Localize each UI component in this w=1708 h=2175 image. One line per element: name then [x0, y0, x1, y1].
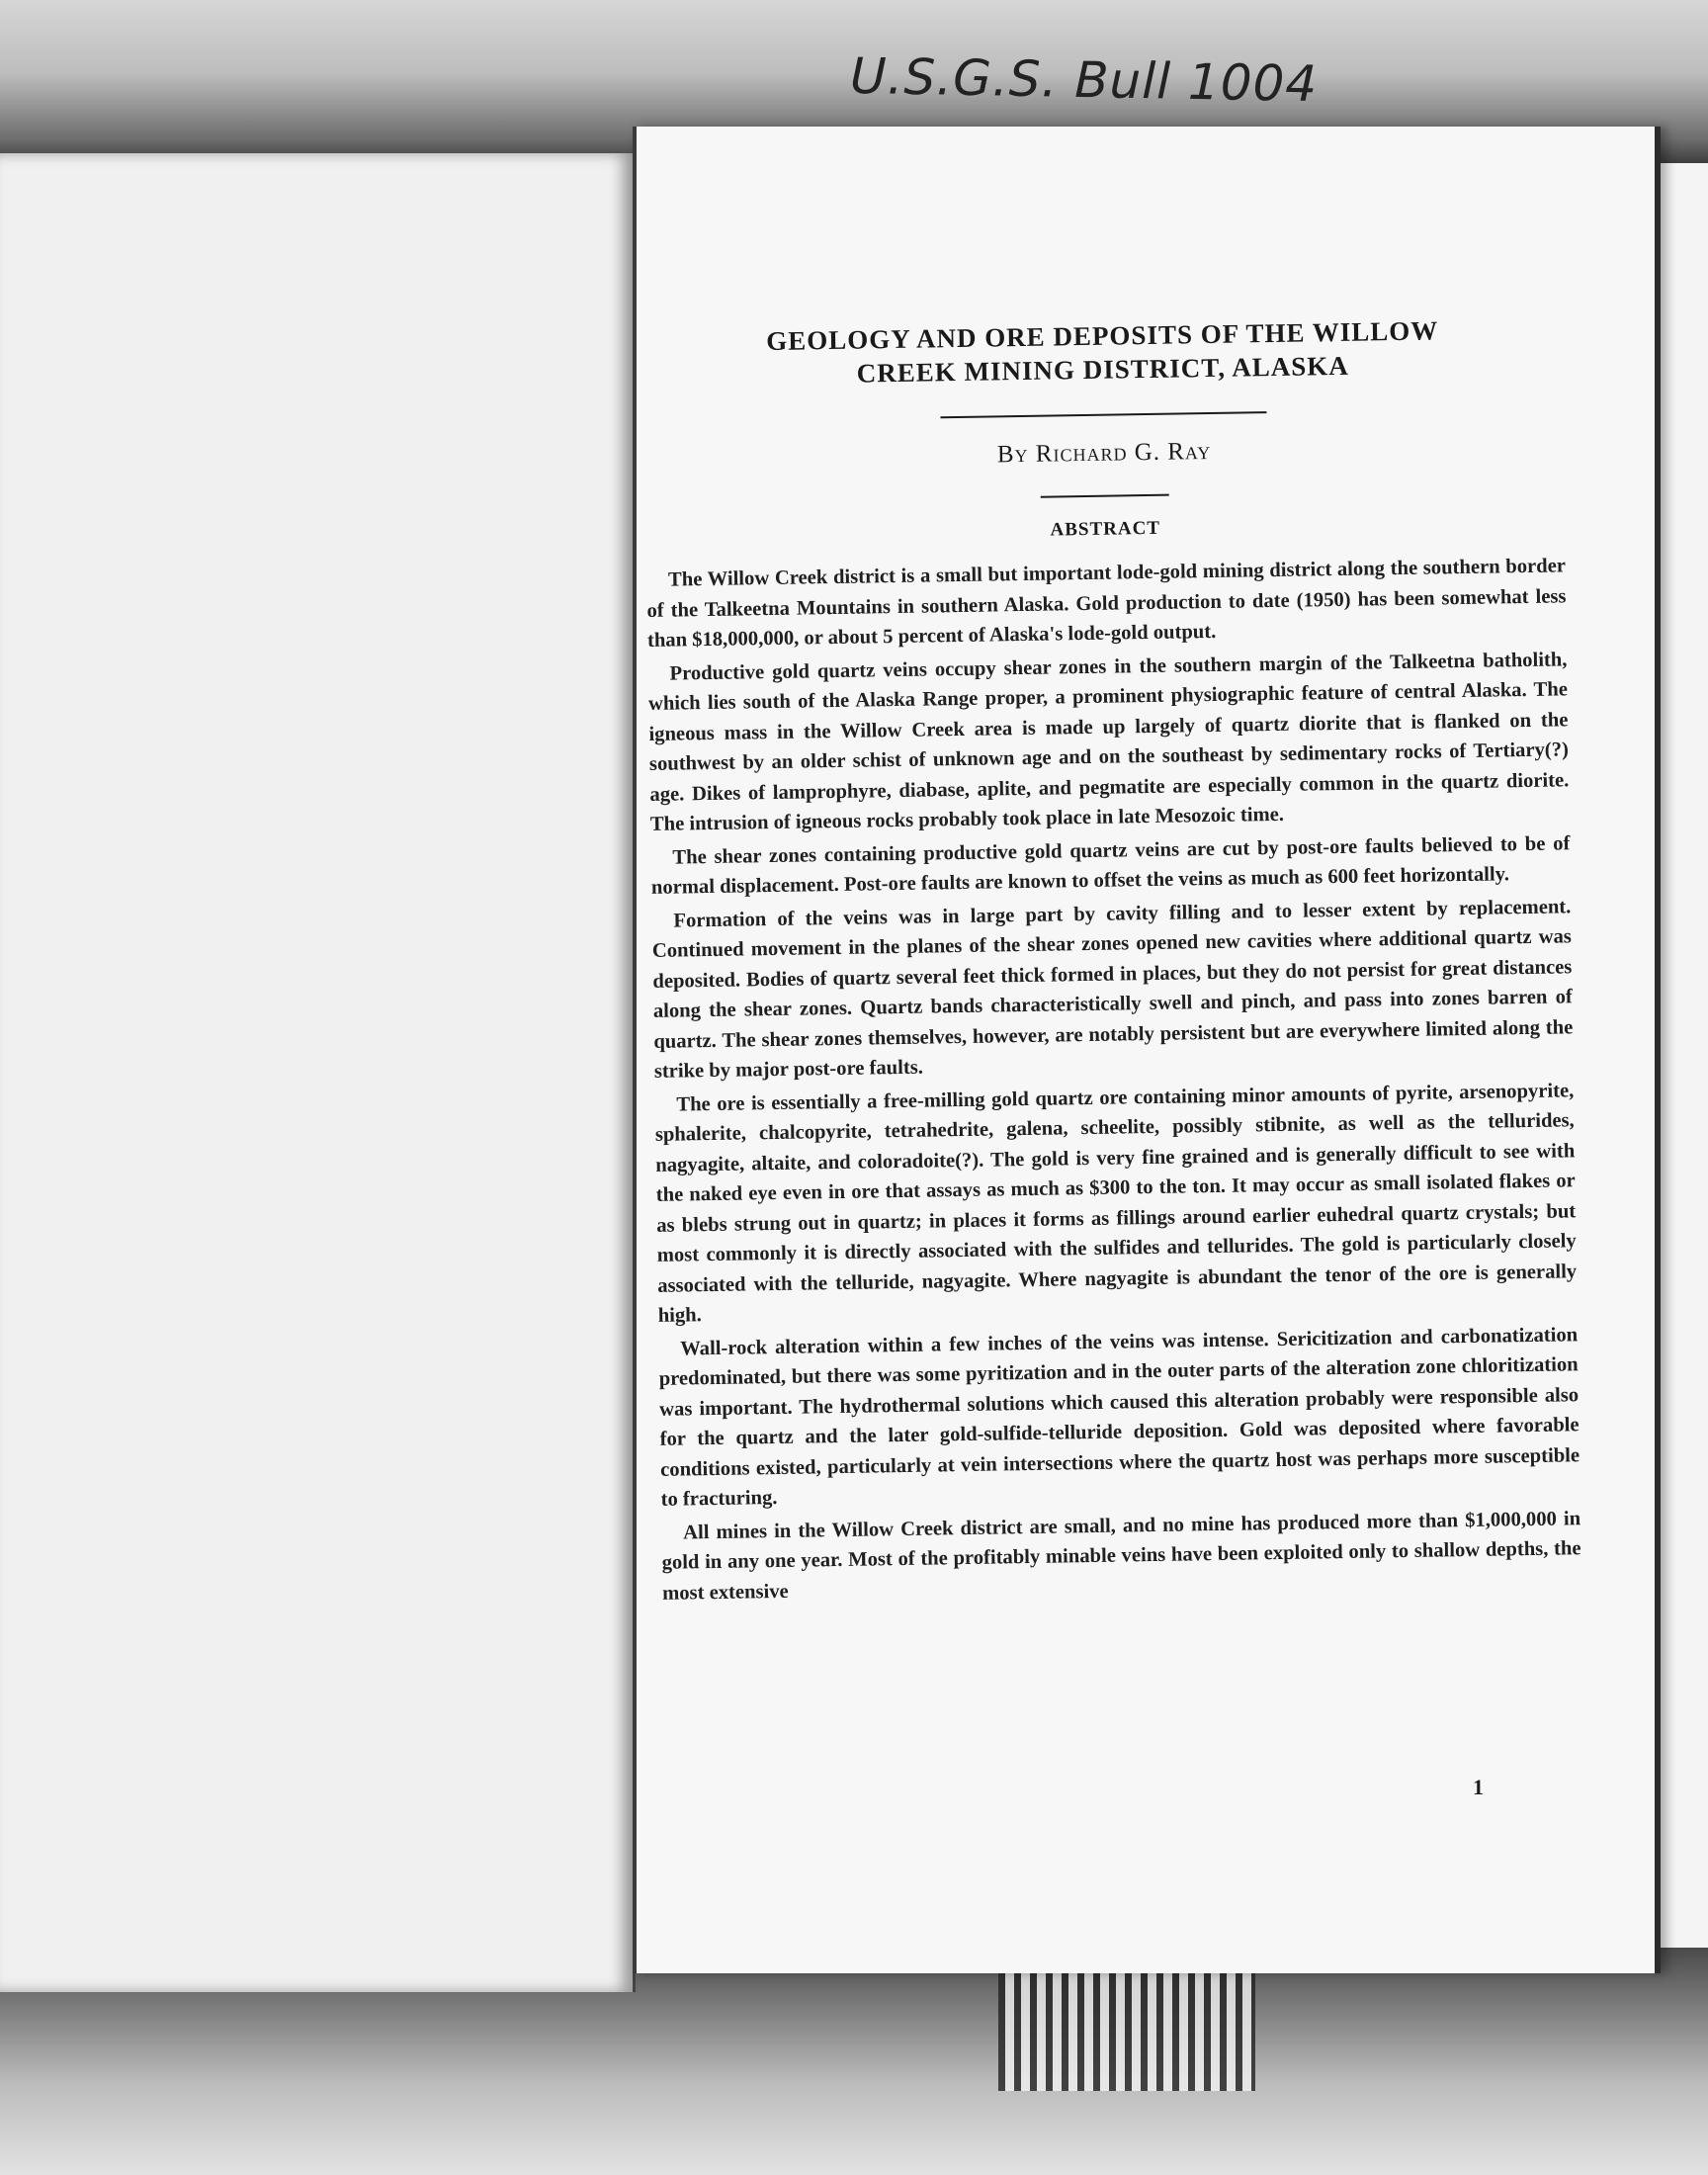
title-divider — [940, 411, 1266, 418]
page-number: 1 — [1473, 1775, 1484, 1799]
abstract-paragraph: Productive gold quartz veins occupy shear zones in the southern margin of the Talkeetna batholith, which lies south of the Alaska Range proper, a prominent physiographic feature of central Alaska. The igneous mass in the Willow Creek area is made up largely of quartz diorite that is flanked on the southwest by an older schist of unknown age and on the southeast by sedimentary rocks of Tertiary(?) age. Dikes of lamprophyre, diabase, aplite, and pegmatite are especially common in the quartz diorite. The intrusion of igneous rocks probably took place in late Mesozoic time. — [647, 648, 1570, 835]
abstract-heading: ABSTRACT — [1050, 517, 1161, 541]
article-title — [642, 311, 1563, 393]
handwritten-note: U.S.G.S. Bull 1004 — [849, 46, 1319, 114]
abstract-paragraph: Wall-rock alteration within a few inches of the veins was intense. Sericitization and carbonatization predominated, but there was some pyritization and in the outer parts of the alteration zone chloritization was important. The hydrothermal solutions which caused this alteration probably were responsible also for the quartz and the later gold-sulfide-telluride deposition. Gold was deposited where favorable conditions existed, particularly at vein intersections where the quartz host was perhaps more susceptible to fracturing. — [658, 1323, 1580, 1511]
left-page-blank — [0, 153, 636, 1992]
article — [642, 311, 1581, 1610]
author-byline: By Richard G. Ray — [996, 437, 1212, 469]
abstract-paragraph: The ore is essentially a free-milling gold quartz ore containing minor amounts of pyrite, arsenopyrite, sphalerite, chalcopyrite, tetrahedrite, galena, scheelite, possibly stibnite, as well as the tellurides, nagyagite, altaite, and coloradoite(?). The gold is very fine grained and is generally difficult to see with the naked eye even in ore that assays as much as $300 to the ton. It may occur as small isolated flakes or as blebs strung out in quartz; in places it forms as fillings around earlier euhedral quartz crystals; but most commonly it is directly associated with the sulfides and tellurides. The gold is particularly closely associated with the telluride, nagyagite. Where nagyagite is abundant the tenor of the ore is generally high. — [654, 1079, 1578, 1327]
title-line-1: GEOLOGY AND ORE DEPOSITS OF THE WILLOW — [765, 315, 1439, 357]
abstract-paragraph: The Willow Creek district is a small but important lode-gold mining district along the southern border of the Talkeetna Mountains in southern Alaska. Gold production to date (1950) has been somewhat less than $18,000,000, or about 5 percent of Alaska's lode-gold output. — [646, 555, 1567, 652]
byline-divider — [1041, 494, 1169, 498]
title-line-2: CREEK MINING DISTRICT, ALASKA — [856, 350, 1349, 389]
abstract-paragraph: Formation of the veins was in large part by cavity filling and to lesser extent by replacement. Continued movement in the planes of the shear zones opened new cavities where additional quartz was deposited. Bodies of quartz several feet thick formed in places, but they do not persist for great distances along the shear zones. Quartz bands characteristically swell and pinch, and pass into zones barren of quartz. The shear zones themselves, however, are notably persistent but are everywhere limited along the strike by major post-ore faults. — [651, 895, 1574, 1083]
book-binding — [998, 1962, 1255, 2091]
abstract-paragraph: All mines in the Willow Creek district are small, and no mine has produced more than $1,000,000 in gold in any one year. Most of the profitably minable veins have been exploited only to shallow depths, the most extensive — [661, 1507, 1581, 1605]
abstract-paragraph: The shear zones containing productive gold quartz veins are cut by post-ore faults believed to be of normal displacement. Post-ore faults are known to offset the veins as much as 600 feet horizontally. — [650, 831, 1571, 899]
